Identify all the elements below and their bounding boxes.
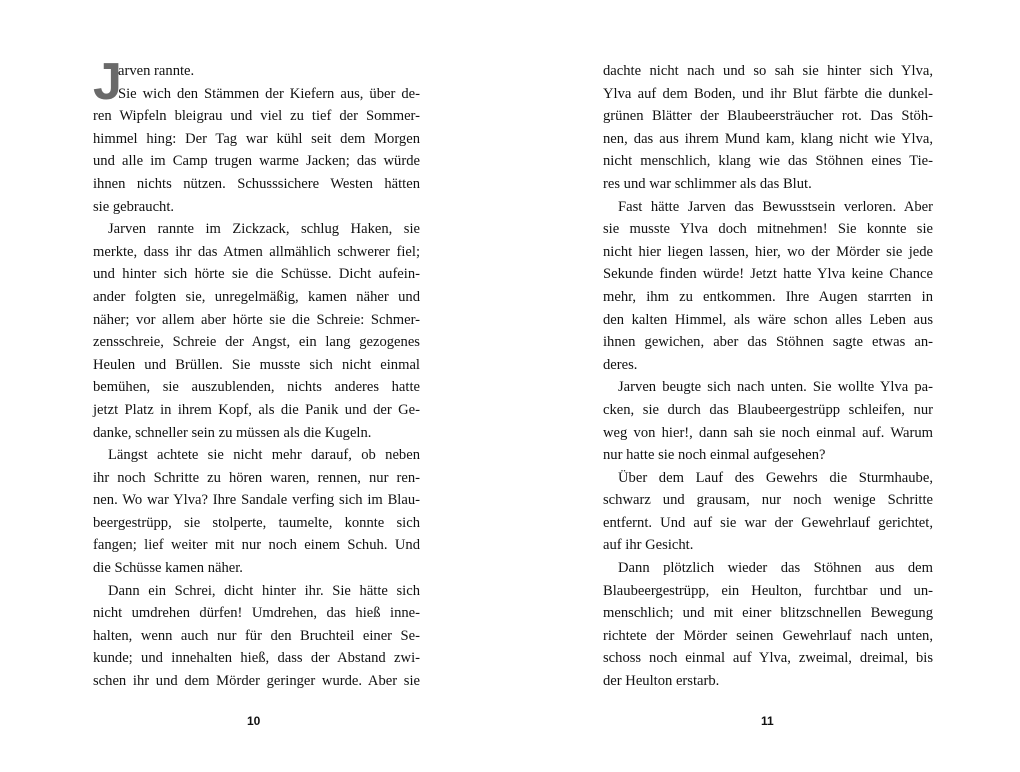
text-line: himmel hing: Der Tag war kühl seit dem Morgen (93, 130, 420, 147)
text-line: Blaubeergestrüpp, ein Heulton, furchtbar und un- (603, 582, 933, 599)
text-line: Ylva auf dem Boden, und ihr Blut färbte die dunkel- (603, 85, 933, 102)
text-line: sie gebraucht. (93, 198, 175, 215)
text-line: entfernt. Und auf sie war der Gewehrlauf gerichtet, (603, 514, 933, 531)
text-line: Sie wich den Stämmen der Kiefern aus, über de- (118, 85, 420, 102)
text-line: näher; vor allem aber hörte sie die Schreie: Schmer- (93, 311, 420, 328)
text-line: res und war schlimmer als das Blut. (603, 175, 812, 192)
text-line: Sekunde finden würde! Jetzt hatte Ylva keine Chance (603, 266, 933, 283)
text-line: danke, schneller sein zu müssen als die Kugeln. (93, 424, 372, 441)
text-line: bemühen, sie auszublenden, nichts anderes hatte (93, 379, 420, 396)
text-line: cken, sie durch das Blaubeergestrüpp schleifen, nur (603, 401, 933, 418)
right-page (510, 0, 1020, 772)
text-line: grünen Blätter der Blaubeersträucher rot. Das Stöh- (603, 108, 933, 125)
text-line: nur hatte sie noch einmal aufgesehen? (603, 447, 826, 464)
text-line: Dann plötzlich wieder das Stöhnen aus dem (618, 560, 933, 577)
text-line: den kalten Himmel, als wäre schon alles Leben aus (603, 311, 933, 328)
text-line: auf ihr Gesicht. (603, 537, 694, 554)
text-line: nen. Wo war Ylva? Ihre Sandale verfing sich im Blau- (93, 492, 420, 509)
text-line: kunde; und innehalten hieß, dass der Abstand zwi- (93, 650, 420, 667)
text-line: nicht umdrehen dürfen! Umdrehen, das hieß inne- (93, 605, 420, 622)
text-line: ihnen gewichen, aber das Stöhnen sagte etwas an- (603, 334, 933, 351)
text-line: Jarven rannte im Zickzack, schlug Haken, sie (108, 221, 420, 238)
text-line: richtete der Mörder seinen Gewehrlauf nach unten, (603, 627, 933, 644)
text-line: weg von hier!, dann sah sie noch einmal auf. Warum (603, 424, 933, 441)
text-line: Heulen und Brüllen. Sie musste sich nicht einmal (93, 356, 420, 373)
text-line: fangen; lief weiter mit nur noch einem Schuh. Und (93, 537, 420, 554)
text-line: jetzt Platz in ihrem Kopf, als die Panik und der Ge- (93, 401, 420, 418)
right-page-text (603, 60, 933, 693)
text-line: Dann ein Schrei, dicht hinter ihr. Sie hätte sich (108, 582, 420, 599)
text-line: nicht hier liegen lassen, hier, wo der Mörder sie jede (603, 243, 933, 260)
text-line: ander folgten sie, unregelmäßig, kamen näher und (93, 288, 420, 305)
text-line: halten, wenn auch nur für den Bruchteil einer Se- (93, 627, 420, 644)
text-line: zensschreie, Schreie der Angst, ein lang gezogenes (93, 334, 420, 351)
text-line: nen, das aus ihrem Mund kam, klang nicht wie Ylva, (603, 130, 933, 147)
text-line: Über dem Lauf des Gewehrs die Sturmhaube, (618, 469, 933, 486)
text-line: ihnen nichts nützen. Schusssichere Westen hätten (93, 175, 420, 192)
text-line: sie musste Ylva doch mitnehmen! Sie konnte sie (603, 221, 933, 238)
drop-cap: J (93, 53, 122, 111)
text-line: ren Wipfeln bleigrau und viel zu tief der Sommer- (93, 108, 420, 125)
text-line: mehr, ihm zu entkommen. Ihre Augen starrten in (603, 288, 933, 305)
text-line: deres. (603, 356, 638, 373)
text-line: schwarz und grausam, nur noch wenige Schritte (603, 492, 933, 509)
page-number: 10 (247, 714, 261, 728)
text-line: merkte, dass ihr das Atmen allmählich schwerer fiel; (93, 243, 420, 260)
text-line: Jarven beugte sich nach unten. Sie wollte Ylva pa- (618, 379, 933, 396)
text-line: Längst achtete sie nicht mehr darauf, ob neben (108, 447, 420, 464)
left-page-text (93, 53, 420, 693)
text-line-content: arven rannte. (118, 63, 195, 79)
text-line: ihr noch Schritte zu hören waren, rennen, nur ren- (93, 469, 420, 486)
text-line: Fast hätte Jarven das Bewusstsein verloren. Aber (618, 198, 933, 215)
page-number: 11 (761, 714, 774, 728)
text-line: nicht menschlich, klang wie das Stöhnen eines Tie- (603, 153, 933, 170)
text-line: die Schüsse kamen näher. (93, 560, 243, 577)
text-line: menschlich; und mit einer blitzschnellen Bewegung (603, 605, 933, 622)
text-line: dachte nicht nach und so sah sie hinter sich Ylva, (603, 63, 933, 79)
text-line: schen ihr und dem Mörder geringer wurde. Aber sie (93, 673, 420, 690)
text-line: schoss noch einmal auf Ylva, zweimal, dreimal, bis (603, 650, 933, 667)
text-line: beergestrüpp, sie stolperte, taumelte, konnte sich (93, 514, 420, 531)
text-line: und alle im Camp trugen warme Jacken; das würde (93, 153, 420, 170)
text-line: und hinter sich hörte sie die Schüsse. Dicht aufein- (93, 266, 420, 283)
text-line: der Heulton erstarb. (603, 673, 720, 690)
